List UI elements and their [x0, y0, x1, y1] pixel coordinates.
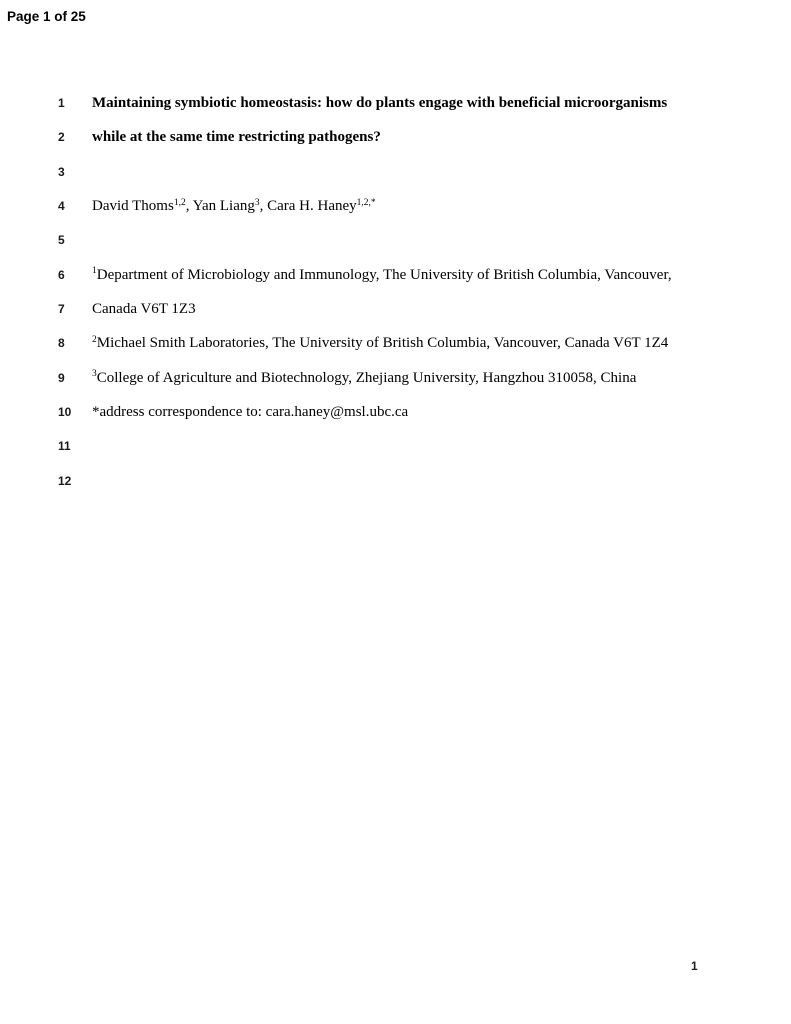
line-number: 5 [58, 233, 65, 248]
line-number: 11 [58, 439, 71, 454]
line-number: 8 [58, 336, 65, 351]
line-number: 6 [58, 267, 65, 282]
affiliation-1-text [92, 258, 672, 292]
line-number: 3 [58, 164, 65, 179]
line-number: 12 [58, 473, 72, 488]
author-2: , Yan Liang [185, 198, 255, 215]
title-line-2 [0, 120, 791, 154]
manuscript-title-text: Maintaining symbiotic homeostasis: how do plants engage with beneficial microorganisms [92, 95, 668, 111]
affiliation-1-body: Department of Microbiology and Immunology, The University of British Columbia, Vancouver, [96, 266, 672, 283]
line-number: 7 [58, 302, 65, 317]
author-3: , Cara H. Haney [259, 198, 357, 215]
blank-line-3 [0, 155, 791, 189]
correspondence-line [0, 395, 791, 429]
affiliation-1-line-a [0, 258, 791, 292]
title-line-1 [0, 86, 791, 120]
page-number: 1 [691, 959, 698, 973]
author-2-affiliation-superscript: 3 [254, 197, 260, 208]
affiliation-3-body: College of Agriculture and Biotechnology, Zhejiang University, Hangzhou 310058, China [96, 369, 637, 386]
line-number: 1 [58, 96, 65, 110]
affiliation-1-superscript: 1 [92, 266, 97, 277]
affiliation-1-continued-text: Canada V6T 1Z3 [92, 301, 196, 318]
affiliation-2-superscript: 2 [92, 334, 97, 345]
line-number: 9 [58, 370, 65, 385]
author-1-affiliation-superscript: 1,2 [173, 197, 186, 208]
author-1: David Thoms [92, 198, 174, 215]
manuscript-title-text: while at the same time restricting pathogens? [92, 129, 381, 146]
blank-line-12 [0, 464, 791, 498]
affiliation-3-text [92, 361, 636, 395]
author-3-affiliation-superscript: 1,2,* [356, 197, 376, 208]
affiliation-3-superscript: 3 [92, 369, 97, 380]
page-indicator: Page 1 of 25 [7, 9, 86, 24]
authors-text [92, 189, 376, 223]
affiliation-2-text [92, 326, 668, 360]
manuscript-body [0, 86, 791, 498]
line-number: 10 [58, 405, 72, 420]
affiliation-2-body: Michael Smith Laboratories, The University of British Columbia, Vancouver, Canada V6T 1Z4 [96, 335, 669, 352]
correspondence-text: *address correspondence to: cara.haney@msl.ubc.ca [92, 404, 409, 421]
authors-line [0, 189, 791, 223]
affiliation-1-line-b [0, 292, 791, 326]
blank-line-11 [0, 429, 791, 463]
line-number: 2 [58, 130, 65, 145]
affiliation-2-line [0, 326, 791, 360]
blank-line-5 [0, 223, 791, 257]
affiliation-3-line [0, 361, 791, 395]
line-number: 4 [58, 199, 65, 214]
